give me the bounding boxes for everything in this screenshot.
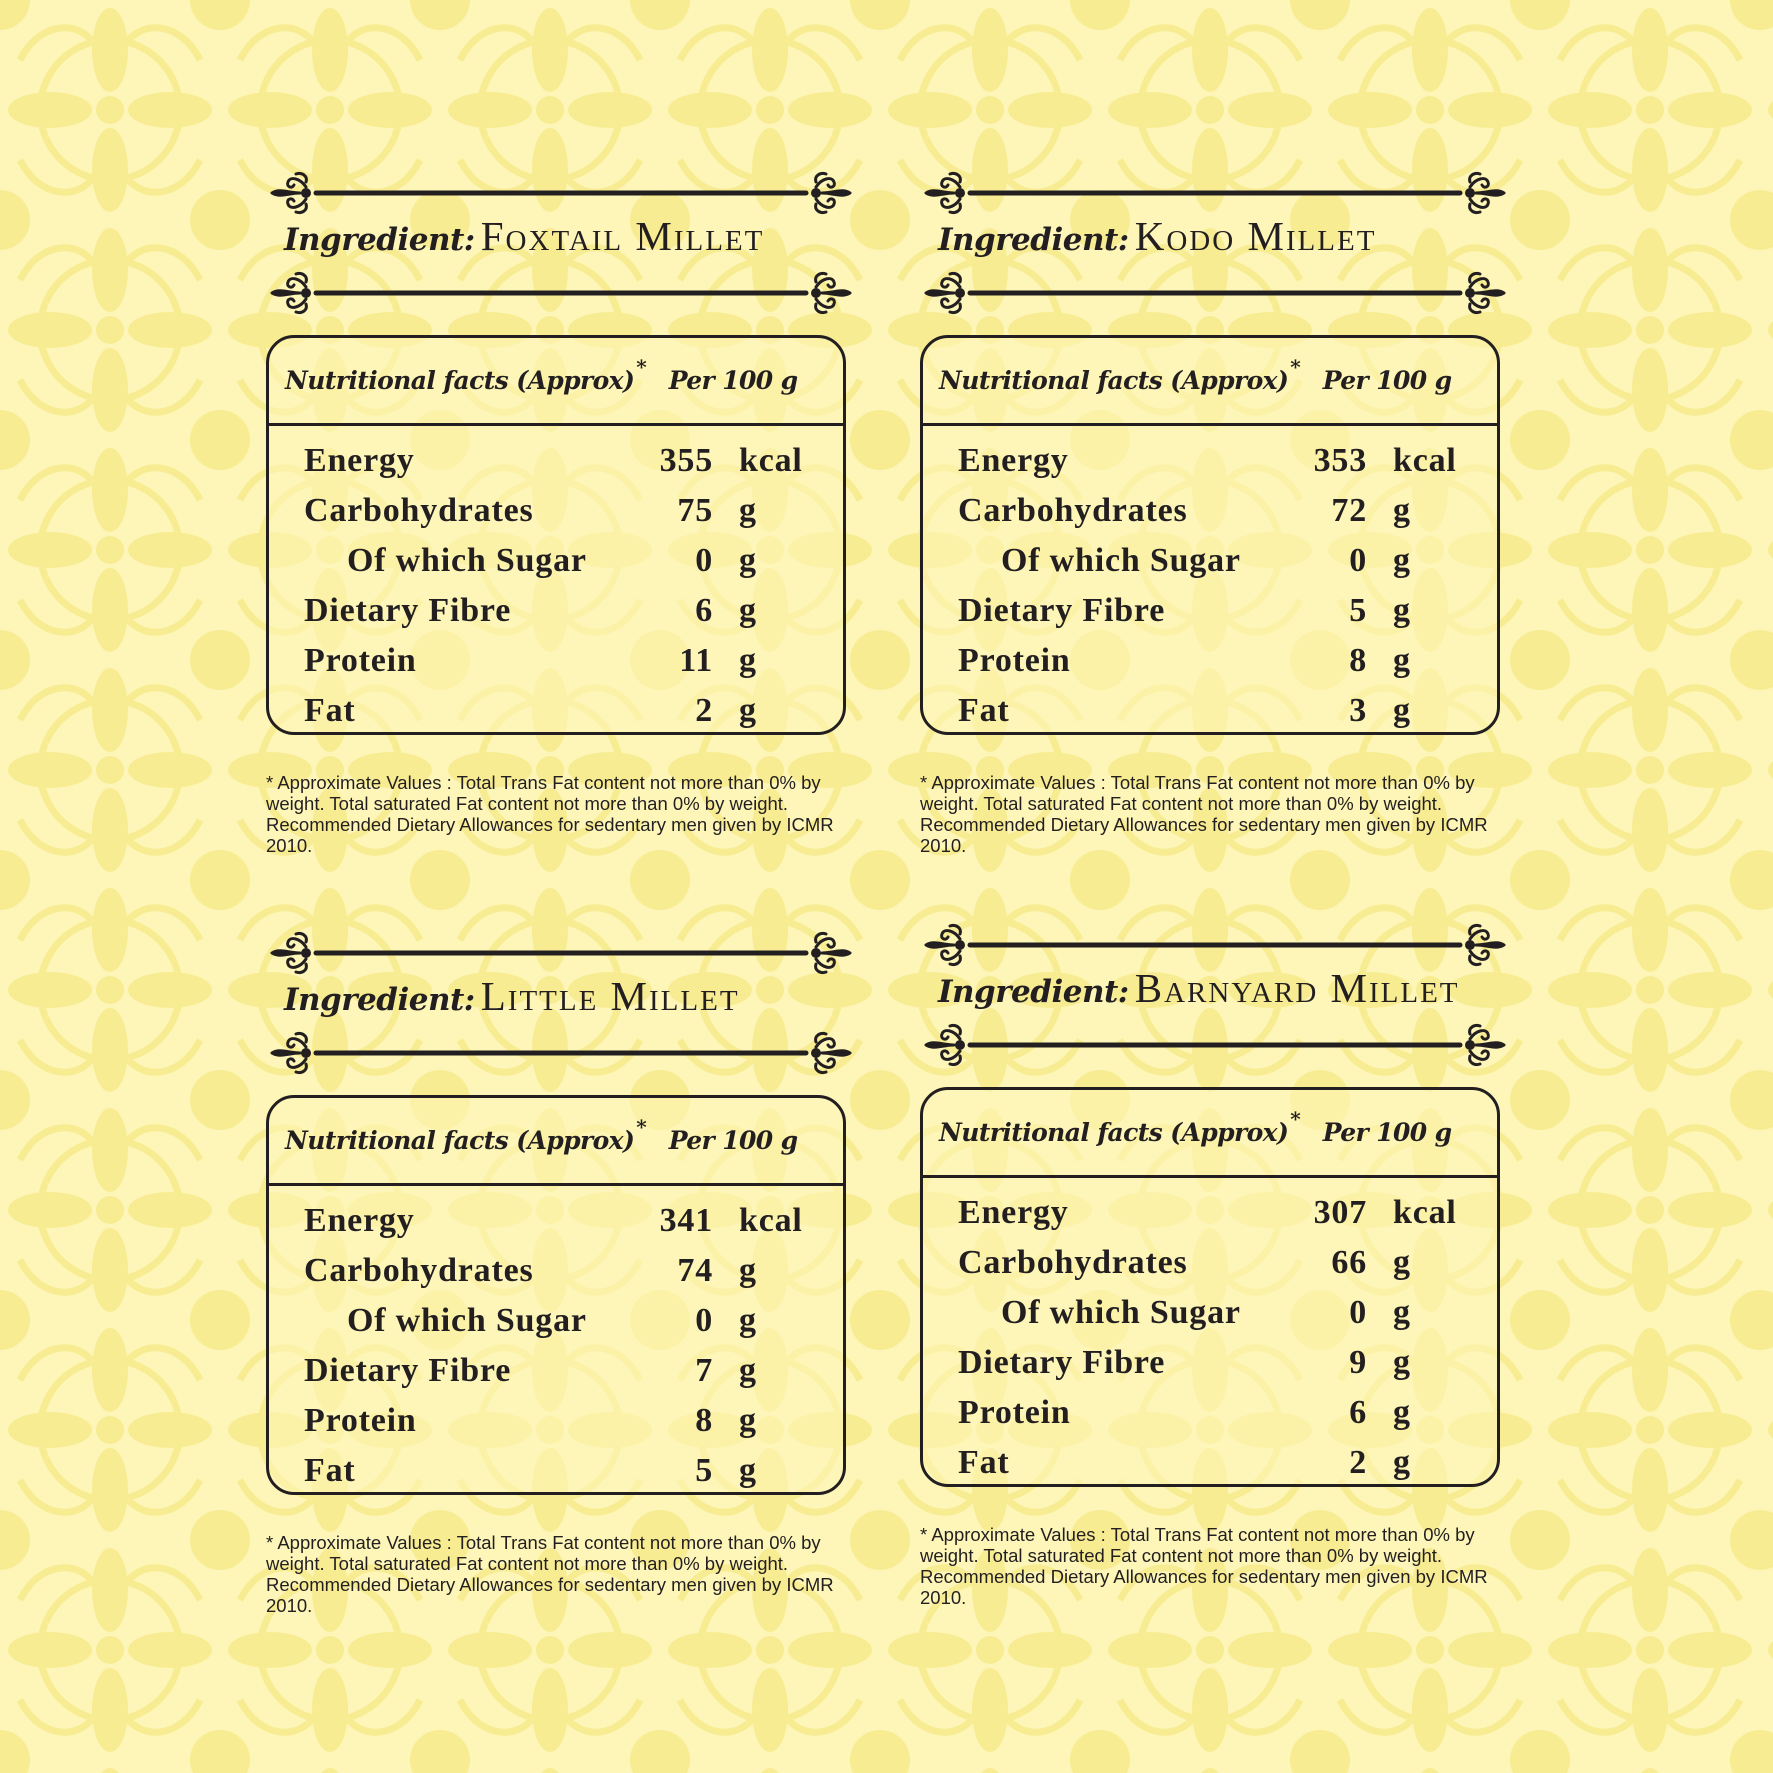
ingredient-title xyxy=(938,965,1498,1011)
nutrient-name: Energy xyxy=(304,442,415,479)
nutrient-unit: g xyxy=(739,1452,757,1489)
per-serving-label: Per 100 g xyxy=(1322,1118,1452,1147)
footnote: * Approximate Values : Total Trans Fat content not more than 0% by weight. Total saturated Fat content not more than 0% by weight. Recommended Dietary Allowances for sedentary men given by ICMR 2010. xyxy=(266,1532,834,1616)
facts-asterisk: * xyxy=(636,354,647,379)
nutrient-row xyxy=(269,686,843,736)
nutrient-name: Protein xyxy=(958,1394,1071,1431)
ingredient-name: Little Millet xyxy=(480,973,740,1019)
per-serving-label: Per 100 g xyxy=(668,366,798,395)
panel-little xyxy=(266,920,856,1620)
ingredient-label: Ingredient: xyxy=(284,982,475,1018)
facts-asterisk: * xyxy=(636,1114,647,1139)
nutrient-unit: g xyxy=(1393,1394,1411,1431)
nutrient-name: Dietary Fibre xyxy=(304,592,512,629)
nutrition-rows xyxy=(923,1178,1497,1488)
ornament-top-divider xyxy=(920,920,1510,970)
nutrient-row xyxy=(269,1446,843,1496)
nutrient-unit: g xyxy=(739,1352,757,1389)
footnote: * Approximate Values : Total Trans Fat content not more than 0% by weight. Total saturated Fat content not more than 0% by weight. Recommended Dietary Allowances for sedentary men given by ICMR 2010. xyxy=(920,1524,1488,1608)
nutrient-row xyxy=(269,1246,843,1296)
nutrient-unit: g xyxy=(1393,1294,1411,1331)
facts-label: Nutritional facts (Approx) xyxy=(939,366,1289,395)
nutrient-unit: g xyxy=(739,692,757,729)
nutrition-rows xyxy=(269,1186,843,1496)
nutrient-name: Carbohydrates xyxy=(304,1252,534,1289)
nutrient-row xyxy=(923,1438,1497,1488)
ingredient-title xyxy=(938,213,1498,259)
facts-label: Nutritional facts (Approx) xyxy=(285,366,635,395)
nutrient-unit: kcal xyxy=(739,442,803,479)
nutrient-unit: g xyxy=(739,592,757,629)
ornament-bottom-divider xyxy=(920,268,1510,318)
nutrient-row xyxy=(269,1296,843,1346)
nutrient-name: Carbohydrates xyxy=(304,492,534,529)
nutrient-name: Fat xyxy=(304,1452,356,1489)
ornament-top-divider xyxy=(266,928,856,978)
nutrient-name: Carbohydrates xyxy=(958,492,1188,529)
nutrient-value: 5 xyxy=(1349,592,1367,629)
nutrient-row xyxy=(923,1288,1497,1338)
nutrient-row xyxy=(269,1396,843,1446)
nutrient-name: Of which Sugar xyxy=(1001,1294,1241,1331)
nutrient-unit: g xyxy=(739,1252,757,1289)
nutrient-row xyxy=(923,536,1497,586)
nutrient-name: Energy xyxy=(958,1194,1069,1231)
ingredient-title xyxy=(284,973,844,1019)
nutrient-unit: g xyxy=(1393,692,1411,729)
nutrient-row xyxy=(923,636,1497,686)
nutrient-name: Protein xyxy=(304,1402,417,1439)
nutrient-value: 2 xyxy=(695,692,713,729)
nutrition-rows xyxy=(923,426,1497,736)
nutrient-name: Of which Sugar xyxy=(1001,542,1241,579)
nutrient-name: Protein xyxy=(958,642,1071,679)
nutrition-facts-header xyxy=(923,1090,1497,1178)
nutrient-unit: g xyxy=(1393,1244,1411,1281)
ingredient-name: Foxtail Millet xyxy=(480,213,765,259)
nutrient-row xyxy=(269,586,843,636)
panel-foxtail xyxy=(266,160,856,860)
nutrient-value: 0 xyxy=(1349,1294,1367,1331)
nutrient-value: 8 xyxy=(1349,642,1367,679)
footnote: * Approximate Values : Total Trans Fat content not more than 0% by weight. Total saturated Fat content not more than 0% by weight. Recommended Dietary Allowances for sedentary men given by ICMR 2010. xyxy=(266,772,834,856)
ornament-bottom-divider xyxy=(266,1028,856,1078)
ornament-bottom-divider xyxy=(266,268,856,318)
nutrient-row xyxy=(923,436,1497,486)
nutrient-unit: g xyxy=(1393,1444,1411,1481)
nutrient-value: 9 xyxy=(1349,1344,1367,1381)
ingredient-name: Barnyard Millet xyxy=(1134,965,1460,1011)
nutrient-row xyxy=(923,1188,1497,1238)
nutrient-name: Dietary Fibre xyxy=(304,1352,512,1389)
nutrient-name: Energy xyxy=(304,1202,415,1239)
nutrition-facts-box xyxy=(920,1087,1500,1487)
nutrient-value: 353 xyxy=(1313,442,1367,479)
ingredient-label: Ingredient: xyxy=(938,974,1129,1010)
nutrient-name: Of which Sugar xyxy=(347,1302,587,1339)
nutrient-row xyxy=(269,486,843,536)
nutrient-value: 8 xyxy=(695,1402,713,1439)
nutrient-value: 7 xyxy=(695,1352,713,1389)
ornament-bottom-divider xyxy=(920,1020,1510,1070)
facts-asterisk: * xyxy=(1290,1106,1301,1131)
nutrient-value: 0 xyxy=(695,542,713,579)
nutrient-name: Energy xyxy=(958,442,1069,479)
nutrient-unit: g xyxy=(1393,642,1411,679)
nutrient-unit: g xyxy=(739,642,757,679)
nutrient-value: 72 xyxy=(1331,492,1367,529)
nutrient-unit: g xyxy=(1393,542,1411,579)
nutrient-unit: g xyxy=(739,1402,757,1439)
facts-label: Nutritional facts (Approx) xyxy=(939,1118,1289,1147)
panel-barnyard xyxy=(920,912,1510,1612)
nutrition-facts-box xyxy=(266,1095,846,1495)
nutrient-unit: g xyxy=(739,492,757,529)
nutrition-facts-header xyxy=(923,338,1497,426)
nutrient-value: 341 xyxy=(659,1202,713,1239)
nutrient-unit: g xyxy=(1393,492,1411,529)
nutrition-facts-header xyxy=(269,338,843,426)
panel-kodo xyxy=(920,160,1510,860)
nutrient-name: Fat xyxy=(958,1444,1010,1481)
nutrient-value: 355 xyxy=(659,442,713,479)
nutrient-name: Dietary Fibre xyxy=(958,592,1166,629)
ingredient-label: Ingredient: xyxy=(284,222,475,258)
ingredient-label: Ingredient: xyxy=(938,222,1129,258)
nutrition-facts-box xyxy=(920,335,1500,735)
ingredient-name: Kodo Millet xyxy=(1134,213,1377,259)
nutrient-row xyxy=(923,1338,1497,1388)
facts-asterisk: * xyxy=(1290,354,1301,379)
per-serving-label: Per 100 g xyxy=(668,1126,798,1155)
nutrient-unit: g xyxy=(739,542,757,579)
ingredient-title xyxy=(284,213,844,259)
nutrient-row xyxy=(923,486,1497,536)
nutrition-rows xyxy=(269,426,843,736)
per-serving-label: Per 100 g xyxy=(1322,366,1452,395)
nutrient-value: 5 xyxy=(695,1452,713,1489)
nutrient-value: 0 xyxy=(1349,542,1367,579)
nutrient-value: 11 xyxy=(679,642,713,679)
nutrient-row xyxy=(923,1388,1497,1438)
nutrient-row xyxy=(269,1196,843,1246)
nutrient-row xyxy=(923,1238,1497,1288)
nutrient-row xyxy=(269,1346,843,1396)
nutrient-name: Of which Sugar xyxy=(347,542,587,579)
nutrient-value: 0 xyxy=(695,1302,713,1339)
nutrient-row xyxy=(269,436,843,486)
nutrient-value: 75 xyxy=(677,492,713,529)
nutrient-row xyxy=(923,686,1497,736)
nutrient-value: 3 xyxy=(1349,692,1367,729)
nutrient-name: Fat xyxy=(958,692,1010,729)
nutrient-row xyxy=(269,636,843,686)
nutrient-unit: g xyxy=(1393,592,1411,629)
ornament-top-divider xyxy=(920,168,1510,218)
ornament-top-divider xyxy=(266,168,856,218)
nutrition-facts-header xyxy=(269,1098,843,1186)
nutrient-unit: kcal xyxy=(739,1202,803,1239)
nutrient-name: Protein xyxy=(304,642,417,679)
nutrient-row xyxy=(923,586,1497,636)
nutrient-name: Dietary Fibre xyxy=(958,1344,1166,1381)
nutrient-unit: g xyxy=(739,1302,757,1339)
nutrient-value: 307 xyxy=(1313,1194,1367,1231)
nutrient-unit: kcal xyxy=(1393,1194,1457,1231)
nutrient-name: Fat xyxy=(304,692,356,729)
nutrient-name: Carbohydrates xyxy=(958,1244,1188,1281)
nutrient-unit: kcal xyxy=(1393,442,1457,479)
nutrient-value: 6 xyxy=(1349,1394,1367,1431)
footnote: * Approximate Values : Total Trans Fat content not more than 0% by weight. Total saturated Fat content not more than 0% by weight. Recommended Dietary Allowances for sedentary men given by ICMR 2010. xyxy=(920,772,1488,856)
nutrient-value: 2 xyxy=(1349,1444,1367,1481)
nutrient-value: 66 xyxy=(1331,1244,1367,1281)
facts-label: Nutritional facts (Approx) xyxy=(285,1126,635,1155)
nutrient-row xyxy=(269,536,843,586)
nutrient-value: 6 xyxy=(695,592,713,629)
nutrition-facts-box xyxy=(266,335,846,735)
nutrient-unit: g xyxy=(1393,1344,1411,1381)
nutrient-value: 74 xyxy=(677,1252,713,1289)
